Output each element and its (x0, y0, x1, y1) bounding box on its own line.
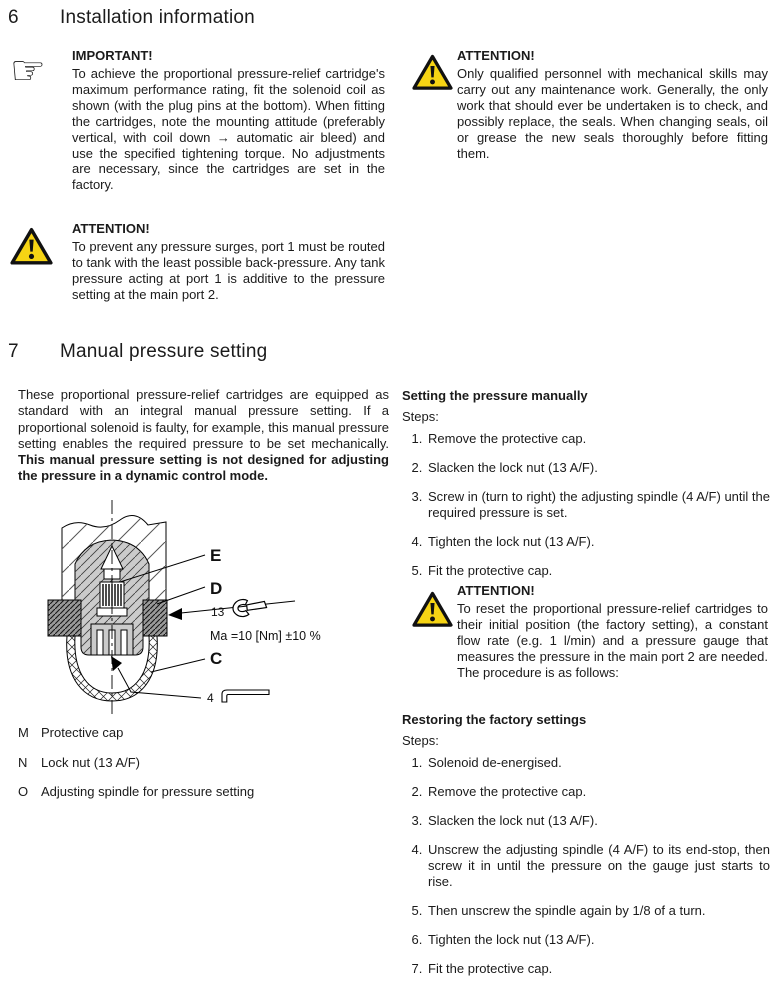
torque-label: Ma =10 [Nm] ±10 % (210, 629, 321, 643)
pointing-hand-icon: ☞ (10, 48, 46, 94)
manual-steps-label: Steps: (402, 409, 439, 424)
attention-maintenance-note (412, 48, 768, 161)
open-end-wrench-icon (232, 597, 267, 617)
legend-item (18, 784, 388, 800)
attention-maintenance-text: Only qualified personnel with mechanical skills may carry out any maintenance work. Generally, the only work that should ever be undertaken is to check, and possibly replace, the seals. When changing seals, oil or grease the new seals thoroughly before fitting them. (457, 66, 768, 161)
legend-text: Adjusting spindle for pressure setting (41, 784, 255, 799)
diagram-label-e: E (210, 546, 222, 565)
restore-settings-block (402, 712, 770, 990)
section-6-number: 6 (8, 7, 19, 28)
manual-steps-list (402, 431, 770, 579)
attention-reset-note (412, 583, 768, 681)
list-item: 7. Fit the protective cap. (426, 961, 770, 977)
list-item: 2. Slacken the lock nut (13 A/F). (426, 460, 770, 476)
attention-port-body (72, 221, 385, 303)
warning-triangle-icon (10, 227, 53, 266)
legend-key: N (18, 754, 28, 770)
allen-size-label: 4 (207, 691, 214, 705)
important-icon-col (10, 48, 72, 94)
allen-key-icon (222, 690, 269, 702)
list-item: 5. Fit the protective cap. (426, 563, 770, 579)
list-item: 2. Remove the protective cap. (426, 784, 770, 800)
list-item: 5. Then unscrew the spindle again by 1/8 of a turn. (426, 903, 770, 919)
attention-maintenance-icon-col (412, 48, 457, 91)
attention-port-note (10, 221, 385, 303)
list-item: 1. Solenoid de-energised. (426, 755, 770, 771)
diagram-container (45, 494, 345, 720)
attention-reset-text: To reset the proportional pressure-relief cartridges to their initial position (the factory setting), a constant flow rate (e.g. 1 l/min) and a pressure gauge that measures the pressure in the main port 2 are needed. The procedure is as follows: (457, 601, 768, 680)
important-note (10, 48, 385, 193)
legend-key: M (18, 725, 29, 740)
attention-port-icon-col (10, 221, 72, 266)
legend-item (18, 725, 388, 741)
torque-arrow (168, 608, 182, 620)
list-item: 3. Slacken the lock nut (13 A/F). (426, 813, 770, 829)
list-item: 1. Remove the protective cap. (426, 431, 770, 447)
important-body (72, 48, 385, 193)
manual-setting-heading: Setting the pressure manually (402, 388, 588, 403)
list-item: 4. Unscrew the adjusting spindle (4 A/F) to its end-stop, then screw it in until the pressure on the gauge just starts to rise. (426, 842, 770, 890)
legend-item (18, 755, 388, 771)
spindle-arrow (111, 656, 122, 671)
warning-triangle-icon (412, 591, 453, 628)
attention-maintenance-body (457, 48, 768, 161)
legend-text: Protective cap (41, 725, 124, 740)
diagram-label-c: C (210, 649, 223, 668)
list-item: 6. Tighten the lock nut (13 A/F). (426, 932, 770, 948)
attention-port-text: To prevent any pressure surges, port 1 must be routed to tank with the least possible back-pressure. Any tank pressure acting at port 1 is additive to the pressure setting at the main port 2. (72, 239, 385, 302)
diagram-label-d: D (210, 579, 223, 598)
section-6-heading (8, 7, 388, 29)
attention-reset-body (457, 583, 768, 681)
section-7-title: Manual pressure setting (60, 341, 268, 362)
list-item: 4. Tighten the lock nut (13 A/F). (426, 534, 770, 550)
diagram-legend (18, 725, 388, 814)
attention-port-label: ATTENTION! (72, 221, 150, 236)
warning-triangle-icon (412, 54, 453, 91)
wrench-size-label: 13 (211, 605, 225, 619)
restore-steps-list (402, 755, 770, 977)
section-7-heading (8, 341, 388, 363)
list-item: 3. Screw in (turn to right) the adjusting spindle (4 A/F) until the required pressure is set. (426, 489, 770, 521)
important-text: To achieve the proportional pressure-relief cartridge's maximum performance rating, fit the solenoid coil as shown (with the plug pins at the bottom). When fitting the cartridges, note the mounting attitude (preferably vertical, with coil down → automatic air bleed) and use the specified tightening torque. No adjustments are necessary, since the cartridges are set in the factory. (72, 66, 385, 193)
legend-key: O (18, 784, 29, 799)
section-7-intro (18, 387, 389, 485)
attention-reset-label: ATTENTION! (457, 583, 535, 598)
cartridge-cross-section-diagram (45, 494, 345, 720)
manual-setting-block (402, 388, 770, 592)
restore-steps-label: Steps: (402, 733, 439, 748)
section-7-intro-normal: These proportional pressure-relief cartridges are equipped as standard with an integral manual pressure setting. If a proportional solenoid is faulty, for example, this manual pressure setting enables the required pressure to be set mechanically. (18, 387, 389, 451)
section-6-title: Installation information (60, 7, 255, 28)
section-7-intro-bold: This manual pressure setting is not designed for adjusting the pressure in a dynamic control mode. (18, 452, 389, 484)
important-label: IMPORTANT! (72, 48, 153, 63)
section-7-number: 7 (8, 341, 19, 362)
attention-maintenance-label: ATTENTION! (457, 48, 535, 63)
attention-reset-icon-col (412, 583, 457, 628)
legend-text: Lock nut (13 A/F) (41, 754, 140, 770)
restore-heading: Restoring the factory settings (402, 712, 587, 727)
